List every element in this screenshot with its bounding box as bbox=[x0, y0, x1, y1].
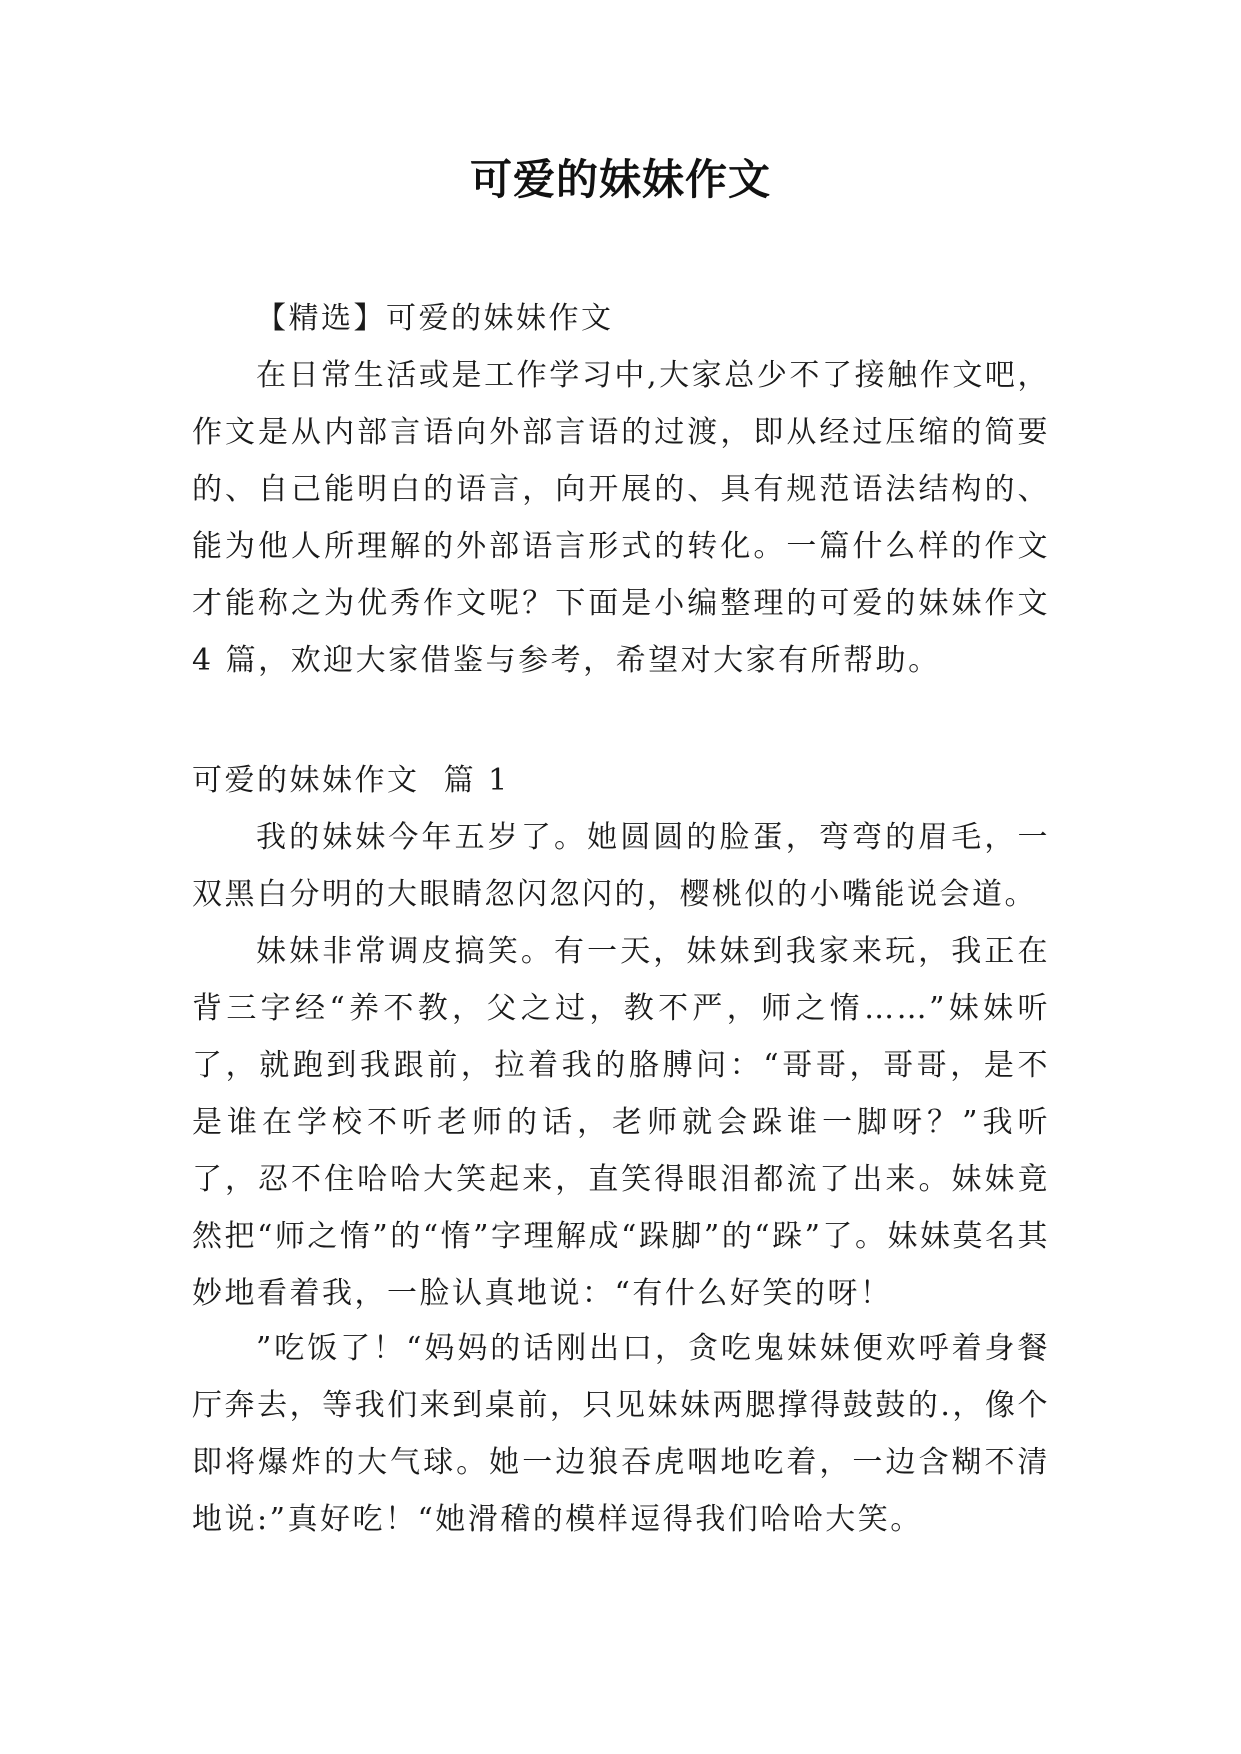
body-paragraph: 我的妹妹今年五岁了。她圆圆的脸蛋，弯弯的眉毛，一双黑白分明的大眼睛忽闪忽闪的，樱桃似的小嘴能说会道。 bbox=[192, 820, 1050, 912]
body-paragraph: ”吃饭了！“妈妈的话刚出口，贪吃鬼妹妹便欢呼着身餐厅奔去，等我们来到桌前，只见妹妹两腮撑得鼓鼓的.，像个即将爆炸的大气球。她一边狼吞虎咽地吃着，一边含糊不清地说:”真好吃！“她滑稽的模样逗得我们哈哈大笑。 bbox=[192, 1331, 1050, 1537]
sub-heading: 【精选】可爱的妹妹作文 bbox=[256, 301, 614, 336]
page-title: 可爱的妹妹作文 bbox=[469, 155, 771, 204]
intro-paragraph: 在日常生活或是工作学习中,大家总少不了接触作文吧，作文是从内部言语向外部言语的过渡，即从经过压缩的简要的、自己能明白的语言，向开展的、具有规范语法结构的、能为他人所理解的外部语言形式的转化。一篇什么样的作文才能称之为优秀作文呢？下面是小编整理的可爱的妹妹作文 4 篇，欢迎大家借鉴与参考，希望对大家有所帮助。 bbox=[192, 358, 1050, 678]
section-heading: 可爱的妹妹作文 篇 1 bbox=[192, 763, 510, 798]
body-paragraph: 妹妹非常调皮搞笑。有一天，妹妹到我家来玩，我正在背三字经“养不教，父之过，教不严，师之惰……”妹妹听了，就跑到我跟前，拉着我的胳膊问：“哥哥，哥哥，是不是谁在学校不听老师的话，老师就会跺谁一脚呀？”我听了，忍不住哈哈大笑起来，直笑得眼泪都流了出来。妹妹竟然把“师之惰”的“惰”字理解成“跺脚”的“跺”了。妹妹莫名其妙地看着我，一脸认真地说：“有什么好笑的呀！ bbox=[192, 934, 1050, 1311]
